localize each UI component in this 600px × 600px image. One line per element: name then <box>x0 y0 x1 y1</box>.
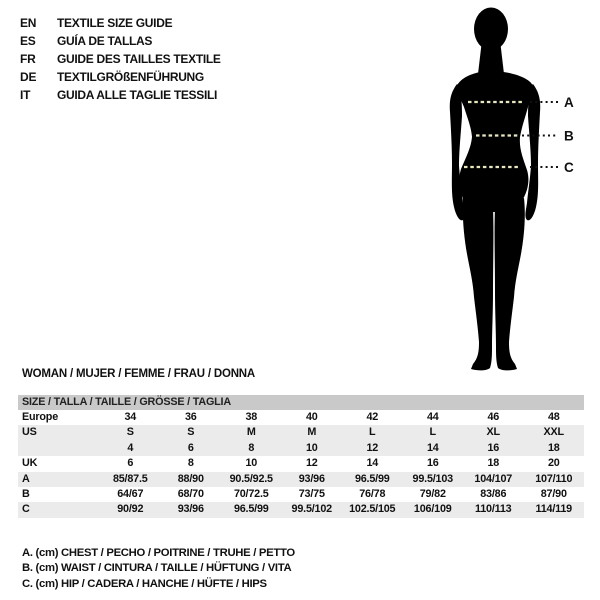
table-row-us <box>18 425 584 440</box>
size-cell: XXL <box>543 426 564 439</box>
size-cell: 96.5/99 <box>354 472 390 485</box>
size-cell: 8 <box>187 457 194 470</box>
size-cell: 85/87.5 <box>112 472 148 485</box>
measurement-figure <box>418 2 600 380</box>
table-row-chest <box>18 472 584 487</box>
size-table-header: SIZE / TALLA / TAILLE / GRÖSSE / TAGLIA <box>18 395 584 410</box>
size-cell: 96.5/99 <box>233 503 269 516</box>
size-cell: S <box>126 426 134 439</box>
table-row-us-numeric <box>18 441 584 456</box>
size-table <box>18 395 584 518</box>
size-cell: M <box>307 426 317 439</box>
marker-letter-b: B <box>564 128 574 144</box>
size-cell: 16 <box>426 457 439 470</box>
size-cell: 99.5/103 <box>412 472 453 485</box>
size-cell: M <box>246 426 256 439</box>
size-cell: 8 <box>248 441 255 454</box>
table-row-hip <box>18 502 584 517</box>
size-cell: 93/96 <box>177 503 204 516</box>
language-title-block <box>20 14 221 104</box>
lang-row-fr <box>20 50 221 68</box>
size-cell: 14 <box>426 441 439 454</box>
size-cell: 46 <box>487 411 500 423</box>
size-cell: 83/86 <box>480 487 507 500</box>
size-cell: 6 <box>127 457 134 470</box>
lang-code: DE <box>20 70 37 84</box>
size-cell: 20 <box>547 457 560 470</box>
row-label: C <box>22 503 30 516</box>
table-row-europe <box>18 410 584 425</box>
lang-code: IT <box>20 88 31 102</box>
size-cell: 14 <box>366 457 379 470</box>
size-cell: 110/113 <box>475 503 512 516</box>
size-cell: 64/67 <box>117 487 144 500</box>
size-cell: 106/109 <box>413 503 452 516</box>
lang-row-es <box>20 32 221 50</box>
size-cell: 40 <box>305 411 318 423</box>
size-cell: 38 <box>245 411 258 423</box>
row-label: UK <box>22 457 38 470</box>
size-cell: 12 <box>305 457 318 470</box>
size-cell: 90.5/92.5 <box>229 472 273 485</box>
lang-label: GUIDA ALLE TAGLIE TESSILI <box>57 88 218 102</box>
section-heading: WOMAN / MUJER / FEMME / FRAU / DONNA <box>22 368 256 380</box>
row-label: US <box>22 426 37 439</box>
size-cell: 93/96 <box>298 472 325 485</box>
size-cell: 87/90 <box>540 487 567 500</box>
lang-row-en <box>20 14 221 32</box>
row-label: Europe <box>22 411 58 423</box>
size-cell: 73/75 <box>298 487 325 500</box>
legend-line-chest: A. (cm) CHEST / PECHO / POITRINE / TRUHE / PETTO <box>22 547 295 559</box>
size-cell: 70/72.5 <box>233 487 269 500</box>
legend-line-hip: C. (cm) HIP / CADERA / HANCHE / HÜFTE / HIPS <box>22 577 267 590</box>
size-cell: 114/119 <box>535 503 572 516</box>
size-cell: 79/82 <box>419 487 446 500</box>
size-cell: 12 <box>366 441 379 454</box>
row-label <box>18 441 100 456</box>
row-label: A <box>22 472 30 485</box>
size-cell: 99.5/102 <box>291 503 332 516</box>
size-cell: 48 <box>547 411 560 423</box>
row-label: B <box>22 487 30 500</box>
size-cell: 6 <box>187 441 194 454</box>
size-cell: 104/107 <box>474 472 513 485</box>
table-row-uk <box>18 456 584 471</box>
lang-label: TEXTILE SIZE GUIDE <box>57 16 173 30</box>
size-cell: 18 <box>487 457 500 470</box>
lang-label: TEXTILGRÖßENFÜHRUNG <box>57 70 204 84</box>
lang-code: FR <box>20 52 36 66</box>
size-cell: 10 <box>305 441 318 454</box>
marker-letter-c: C <box>564 160 574 175</box>
size-cell: 107/110 <box>535 472 573 485</box>
size-cell: 16 <box>487 441 500 454</box>
size-cell: L <box>429 426 436 439</box>
size-cell: 90/92 <box>117 503 144 516</box>
lang-code: EN <box>20 16 37 30</box>
lang-label: GUIDE DES TAILLES TEXTILE <box>57 52 221 66</box>
size-cell: S <box>187 426 195 439</box>
size-cell: 42 <box>366 411 379 423</box>
marker-letter-a: A <box>564 95 574 110</box>
legend-line-waist: B. (cm) WAIST / CINTURA / TAILLE / HÜFTUNG / VITA <box>22 562 292 575</box>
size-cell: 88/90 <box>177 472 204 485</box>
size-cell: 4 <box>127 441 134 454</box>
lang-code: ES <box>20 34 36 48</box>
size-cell: 44 <box>426 411 439 423</box>
lang-row-de <box>20 68 221 86</box>
lang-row-it <box>20 86 221 104</box>
size-cell: 34 <box>124 411 137 423</box>
size-cell: 18 <box>547 441 560 454</box>
size-cell: 102.5/105 <box>349 503 396 516</box>
measurement-legend <box>22 546 295 592</box>
size-cell: 36 <box>184 411 197 423</box>
size-cell: XL <box>486 426 500 439</box>
size-cell: 68/70 <box>177 487 204 500</box>
woman-silhouette-icon <box>418 2 600 380</box>
lang-label: GUÍA DE TALLAS <box>57 34 153 48</box>
size-cell: L <box>369 426 376 439</box>
table-row-waist <box>18 487 584 502</box>
size-cell: 76/78 <box>359 487 386 500</box>
size-cell: 10 <box>245 457 258 470</box>
